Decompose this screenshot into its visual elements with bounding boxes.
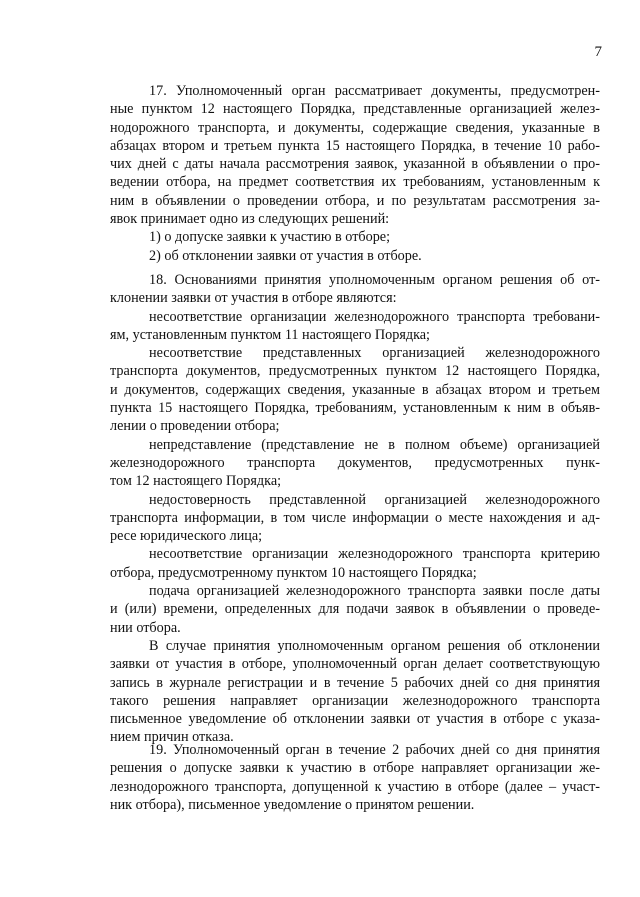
ground-1-line: ям, установленным пунктом 11 настоящего Порядка; [110,326,430,343]
ground-3-line: том 12 настоящего Порядка; [110,473,282,490]
rejection-notice-line: заявки от участия в отборе, уполномоченный орган делает соответствующую [110,656,600,673]
section-18 [110,271,600,747]
section-17-line: 17. Уполномоченный орган рассматривает документы, предусмотрен- [149,83,600,99]
rejection-notice-line: запись в журнале регистрации и в течение 5 рабочих дней со дня принятия [110,674,600,691]
ground-6-line: нии отбора. [110,619,181,636]
section-19-line: решения о допуске заявки к участию в отборе направляет организации же- [110,760,600,777]
section-17-line: ним в объявлении о проведении отбора, и по результатам рассмотрения за- [110,192,600,209]
section-18-intro-line: 18. Основаниями принятия уполномоченным органом решения об от- [149,272,600,288]
ground-1-line: несоответствие организации железнодорожного транспорта требовани- [149,308,600,325]
rejection-notice-line: В случае принятия уполномоченным органом решения об отклонении [149,637,600,654]
section-17-line: нодорожного транспорта, и документы, содержащие сведения, указанные в [110,119,600,136]
page-number: 7 [594,44,602,60]
ground-2-line: транспорта документов, предусмотренных пунктом 12 настоящего Порядка, [110,363,600,380]
ground-6-line: подача организацией железнодорожного транспорта заявки после даты [149,583,600,600]
ground-2-line: пункта 15 настоящего Порядка, требованиям, установленным к ним в объяв- [110,400,600,417]
ground-3-line: железнодорожного транспорта документов, предусмотренных пунк- [110,454,600,471]
section-17-line: ведении отбора, на предмет соответствия их требованиям, установленным к [110,174,600,191]
section-19-line: ник отбора), письменное уведомление о принятом решении. [110,796,475,813]
ground-4-line: транспорта информации, в том числе информации о месте нахождения и ад- [110,509,600,526]
rejection-notice-line: письменное уведомление об отклонении заявки от участия в отборе с указа- [110,711,600,728]
ground-2-line: лении о проведении отбора; [110,418,280,435]
ground-6-line: и (или) времени, определенных для подачи заявок в объявлении о проведе- [110,601,600,618]
section-19-line: 19. Уполномоченный орган в течение 2 рабочих дней со дня принятия [149,742,600,758]
section-19-line: лезнодорожного транспорта, допущенной к участию в отборе (далее – участ- [110,778,600,795]
section-19 [110,741,600,814]
ground-4-line: ресе юридического лица; [110,528,263,545]
section-17-line: явок принимает одно из следующих решений: [110,211,390,228]
ground-2-line: и документов, содержащих сведения, указанные в абзацах втором и третьем [110,381,600,398]
section-17 [110,82,600,265]
rejection-notice-line: такого решения направляет организации железнодорожного транспорта [110,692,600,709]
section-18-intro-line: клонении заявки от участия в отборе являются: [110,290,397,307]
section-17-line: абзацах втором и третьем пункта 15 настоящего Порядка, в течение 10 рабо- [110,137,600,154]
decision-option-2: 2) об отклонении заявки от участия в отборе. [149,247,422,264]
ground-2-line: несоответствие представленных организацией железнодорожного [149,345,600,362]
decision-option-1: 1) о допуске заявки к участию в отборе; [149,229,391,246]
ground-3-line: непредставление (представление не в полном объеме) организацией [149,436,600,453]
section-17-line: ные пунктом 12 настоящего Порядка, представленные организацией желез- [110,101,600,118]
ground-5-line: несоответствие организации железнодорожного транспорта критерию [149,546,600,563]
section-17-line: чих дней с даты начала рассмотрения заявок, указанной в объявлении о про- [110,156,600,173]
ground-4-line: недостоверность представленной организацией железнодорожного [149,491,600,508]
rejection-notice-line: нием причин отказа. [110,729,234,746]
ground-5-line: отбора, предусмотренному пунктом 10 настоящего Порядка; [110,564,477,581]
